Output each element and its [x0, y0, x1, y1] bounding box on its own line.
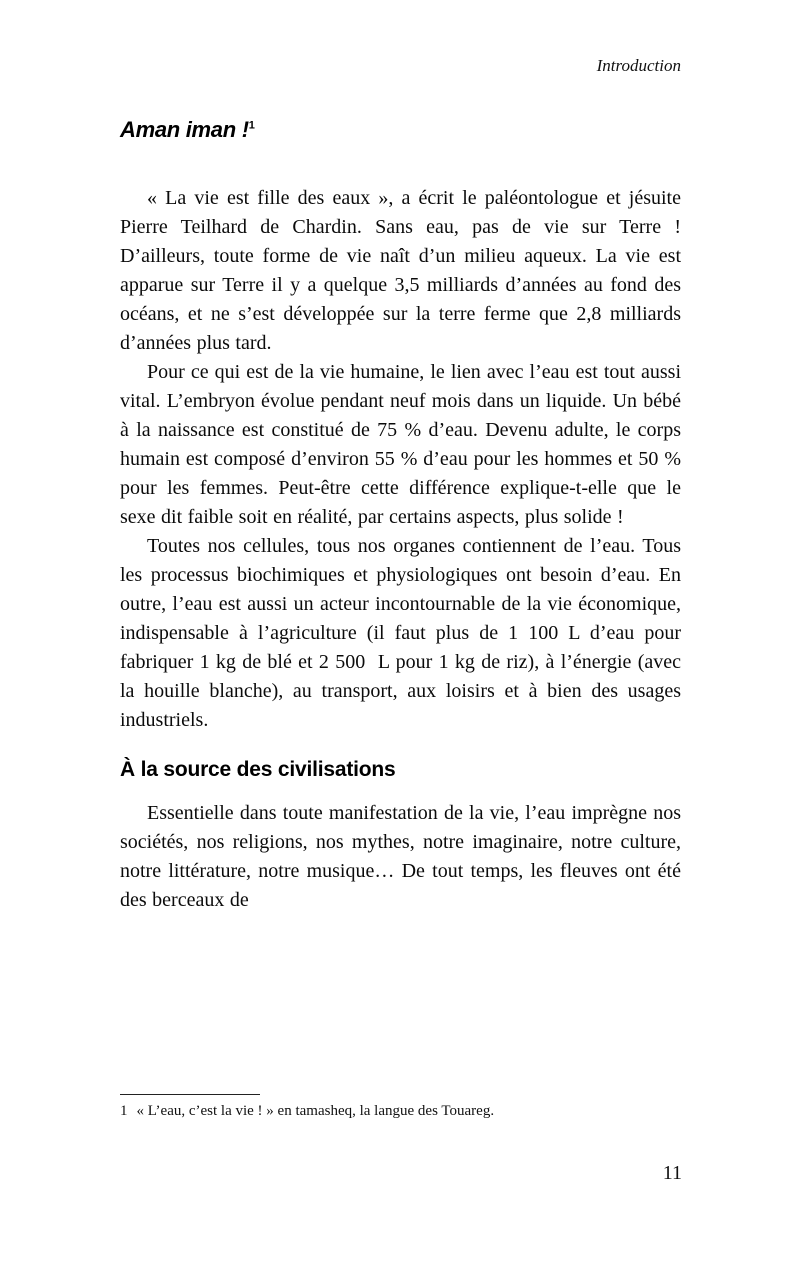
chapter-title	[120, 118, 681, 142]
chapter-title-text: Aman iman !	[120, 117, 249, 142]
footnote	[120, 1102, 681, 1121]
footnote-divider	[120, 1094, 260, 1095]
paragraph-1: « La vie est fille des eaux », a écrit le paléontologue et jésuite Pierre Teilhard de Chardin. Sans eau, pas de vie sur Terre ! D’ailleurs, toute forme de vie naît d’un milieu aqueux. La vie est apparue sur Terre il y a quelque 3,5 milliards d’années au fond des océans, et ne s’est développée sur la terre ferme que 2,8 milliards d’années plus tard.	[120, 187, 681, 354]
section-heading: À la source des civilisations	[120, 758, 396, 781]
body-text	[120, 184, 681, 915]
footnote-text: « L’eau, c’est la vie ! » en tamasheq, la langue des Touareg.	[136, 1103, 495, 1119]
paragraph-4: Essentielle dans toute manifestation de la vie, l’eau imprègne nos sociétés, nos religions, nos mythes, notre imaginaire, notre culture, notre littérature, notre musique… De tout temps, les fleuves ont été des berceaux de	[120, 802, 681, 911]
page-number: 11	[662, 1162, 682, 1184]
running-header: Introduction	[596, 56, 681, 75]
footnote-number: 1	[120, 1103, 128, 1119]
paragraph-2: Pour ce qui est de la vie humaine, le lien avec l’eau est tout aussi vital. L’embryon évolue pendant neuf mois dans un liquide. Un bébé à la naissance est constitué de 75 % d’eau. Devenu adulte, le corps humain est composé d’environ 55 % d’eau pour les hommes et 50 % pour les femmes. Peut-être cette différence explique-t-elle que le sexe dit faible soit en réalité, par certains aspects, plus solide !	[120, 361, 681, 528]
footnote-reference: 1	[248, 119, 255, 132]
footnote-block	[120, 1094, 681, 1121]
paragraph-3: Toutes nos cellules, tous nos organes contiennent de l’eau. Tous les processus biochimiques et physiologiques ont besoin d’eau. En outre, l’eau est aussi un acteur incontournable de la vie économique, indispensable à l’agriculture (il faut plus de 1 100 L d’eau pour fabriquer 1 kg de blé et 2 500 L pour 1 kg de riz), à l’énergie (avec la houille blanche), au transport, aux loisirs et à bien des usages industriels.	[120, 535, 681, 731]
